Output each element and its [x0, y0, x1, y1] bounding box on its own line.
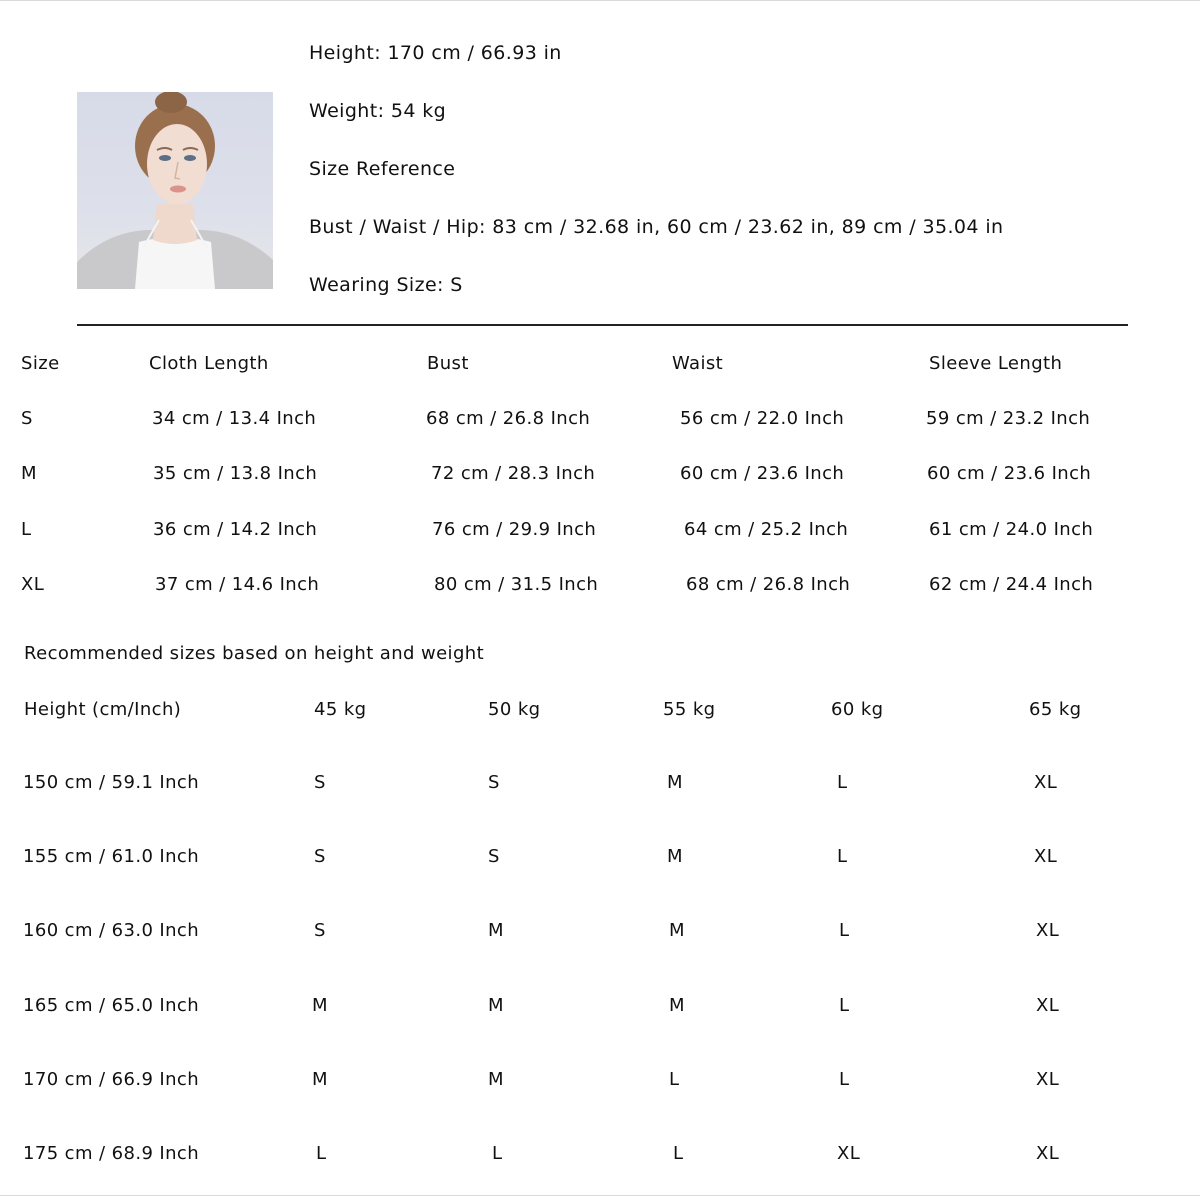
- model-weight: Weight: 54 kg: [309, 100, 447, 122]
- rec-cell-height: 175 cm / 68.9 Inch: [23, 1143, 200, 1164]
- rec-cell: XL: [1036, 1143, 1060, 1164]
- rec-cell: L: [673, 1143, 684, 1164]
- bottom-border: [0, 1195, 1200, 1196]
- size-chart-cell: 72 cm / 28.3 Inch: [431, 463, 596, 484]
- model-height: Height: 170 cm / 66.93 in: [309, 42, 562, 64]
- model-measurements: Bust / Waist / Hip: 83 cm / 32.68 in, 60 cm / 23.62 in, 89 cm / 35.04 in: [309, 216, 1004, 238]
- rec-cell: L: [492, 1143, 503, 1164]
- size-chart-cell: 34 cm / 13.4 Inch: [152, 408, 317, 429]
- rec-cell: S: [314, 846, 326, 867]
- rec-cell-height: 160 cm / 63.0 Inch: [23, 920, 200, 941]
- size-chart-cell: 60 cm / 23.6 Inch: [680, 463, 845, 484]
- rec-cell: L: [669, 1069, 680, 1090]
- size-chart-cell: L: [21, 519, 32, 540]
- rec-cell: XL: [1036, 995, 1060, 1016]
- model-photo: [77, 92, 273, 289]
- rec-cell: M: [488, 995, 504, 1016]
- rec-cell-height: 150 cm / 59.1 Inch: [23, 772, 200, 793]
- rec-cell: XL: [1036, 920, 1060, 941]
- size-chart-cell: 61 cm / 24.0 Inch: [929, 519, 1094, 540]
- rec-cell: L: [837, 772, 848, 793]
- top-border: [0, 0, 1200, 1]
- rec-cell: M: [669, 920, 685, 941]
- size-chart-cell: 68 cm / 26.8 Inch: [426, 408, 591, 429]
- model-wearing-size: Wearing Size: S: [309, 274, 463, 296]
- size-chart-header-size: Size: [21, 353, 60, 374]
- rec-cell: M: [312, 1069, 328, 1090]
- size-chart-cell: 37 cm / 14.6 Inch: [155, 574, 320, 595]
- rec-cell: L: [839, 920, 850, 941]
- rec-cell: M: [312, 995, 328, 1016]
- size-chart-cell: 59 cm / 23.2 Inch: [926, 408, 1091, 429]
- size-chart-cell: 76 cm / 29.9 Inch: [432, 519, 597, 540]
- rec-cell-height: 170 cm / 66.9 Inch: [23, 1069, 200, 1090]
- size-chart-cell: 62 cm / 24.4 Inch: [929, 574, 1094, 595]
- rec-cell-height: 155 cm / 61.0 Inch: [23, 846, 200, 867]
- rec-cell: L: [839, 995, 850, 1016]
- size-chart-cell: 60 cm / 23.6 Inch: [927, 463, 1092, 484]
- rec-cell: M: [669, 995, 685, 1016]
- rec-cell: S: [314, 772, 326, 793]
- rec-cell: S: [488, 846, 500, 867]
- rec-header-55kg: 55 kg: [663, 699, 716, 720]
- size-chart-cell: XL: [21, 574, 45, 595]
- size-reference-heading: Size Reference: [309, 158, 456, 180]
- rec-cell: L: [837, 846, 848, 867]
- rec-cell: XL: [1034, 846, 1058, 867]
- size-chart-header-cloth-length: Cloth Length: [149, 353, 269, 374]
- size-chart-cell: 35 cm / 13.8 Inch: [153, 463, 318, 484]
- size-chart-cell: 36 cm / 14.2 Inch: [153, 519, 318, 540]
- size-chart-header-waist: Waist: [672, 353, 724, 374]
- size-chart-header-bust: Bust: [427, 353, 469, 374]
- rec-cell: M: [667, 846, 683, 867]
- size-chart-cell: 64 cm / 25.2 Inch: [684, 519, 849, 540]
- size-chart-header-sleeve-length: Sleeve Length: [929, 353, 1063, 374]
- size-chart-cell: 56 cm / 22.0 Inch: [680, 408, 845, 429]
- section-divider: [77, 324, 1128, 326]
- rec-cell: L: [316, 1143, 327, 1164]
- rec-cell: L: [839, 1069, 850, 1090]
- size-chart-cell: M: [21, 463, 37, 484]
- rec-cell-height: 165 cm / 65.0 Inch: [23, 995, 200, 1016]
- size-chart-cell: 68 cm / 26.8 Inch: [686, 574, 851, 595]
- rec-cell: XL: [1034, 772, 1058, 793]
- rec-header-45kg: 45 kg: [314, 699, 367, 720]
- rec-header-60kg: 60 kg: [831, 699, 884, 720]
- rec-cell: S: [488, 772, 500, 793]
- rec-header-65kg: 65 kg: [1029, 699, 1082, 720]
- rec-cell: M: [488, 920, 504, 941]
- rec-header-50kg: 50 kg: [488, 699, 541, 720]
- rec-cell: XL: [837, 1143, 861, 1164]
- rec-header-height: Height (cm/Inch): [24, 699, 182, 720]
- recommendation-title: Recommended sizes based on height and weight: [24, 643, 485, 664]
- rec-cell: M: [488, 1069, 504, 1090]
- rec-cell: XL: [1036, 1069, 1060, 1090]
- size-chart-cell: S: [21, 408, 33, 429]
- rec-cell: M: [667, 772, 683, 793]
- rec-cell: S: [314, 920, 326, 941]
- size-chart-cell: 80 cm / 31.5 Inch: [434, 574, 599, 595]
